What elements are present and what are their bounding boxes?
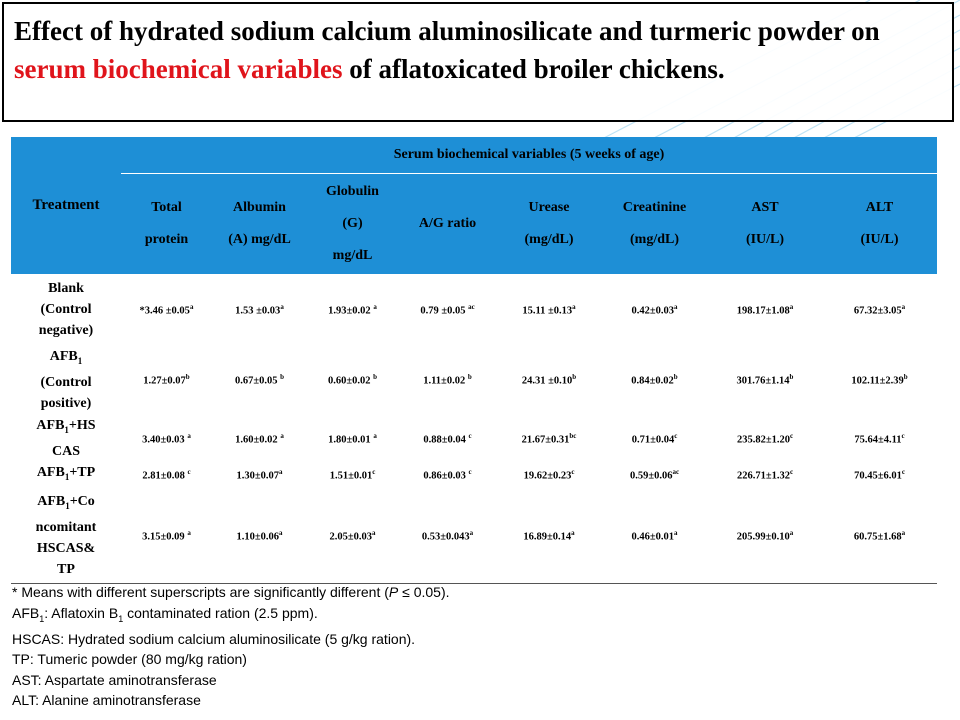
footnote-afb1: $AFB_1$: Aflatoxin $B_1$ contaminated ration (2.5 ppm). [12, 604, 318, 624]
value-cell: 1.93±0.02 $^a$ [328, 302, 377, 317]
value-cell: 1.27±0.07$^b$ [143, 373, 190, 387]
value-cell: 235.82±1.20$^c$ [736, 431, 794, 446]
value-cell: 1.80±0.01 $^a$ [328, 431, 377, 446]
value-cell: 2.05±0.03$^a$ [307, 488, 398, 584]
value-cell: 0.86±0.03 $^c$ [423, 467, 472, 482]
header-row-1 [11, 137, 937, 174]
treatment-label: $AFB_1+TP$ [36, 464, 96, 482]
column-header-2: Albumin (A) mg/dL [228, 200, 291, 247]
serum-biochemical-table [11, 137, 937, 584]
value-cell: 21.67±0.31$^{bc}$ [521, 431, 577, 446]
value-cell: 198.17±1.08$^a$ [736, 302, 794, 317]
table-row [11, 462, 937, 488]
header-row-2 [11, 174, 937, 275]
value-cell: 1.51±0.01$^c$ [329, 467, 376, 482]
page-title [14, 12, 944, 88]
value-cell: 0.71±0.04$^c$ [631, 431, 678, 446]
value-cell: 205.99±0.10$^a$ [708, 488, 822, 584]
value-cell: 1.60±0.02 $^a$ [235, 431, 284, 446]
column-header-8: ALT (IU/L) [860, 200, 899, 247]
footnote-tp: TP: Tumeric powder (80 mg/kg ration) [12, 651, 247, 668]
treatment-header: Treatment [32, 197, 100, 213]
table-row [11, 274, 937, 345]
column-header-1: Total protein [144, 200, 189, 247]
value-cell: 2.81±0.08 $^c$ [142, 467, 191, 482]
value-cell: 75.64±4.11$^c$ [854, 431, 905, 446]
value-cell: 1.53 ±0.03$^a$ [235, 302, 284, 317]
value-cell: 0.42±0.03$^a$ [631, 302, 678, 317]
column-header-5: Urease (mg/dL) [524, 200, 574, 247]
treatment-label: $AFB_1+HS$ CAS [36, 418, 96, 459]
value-cell: 0.46±0.01$^a$ [601, 488, 708, 584]
table-row [11, 488, 937, 584]
value-cell: 16.89±0.14$^a$ [497, 488, 601, 584]
footnotes [12, 582, 942, 711]
footnote-significance: * Means with different superscripts are significantly different (P ≤ 0.05). [12, 584, 450, 600]
column-header-3: Globulin (G) mg/dL [326, 184, 379, 263]
value-cell: 0.79 ±0.05 $^{ac}$ [420, 302, 475, 317]
value-cell: 70.45±6.01$^c$ [854, 467, 905, 482]
title-highlight: serum biochemical variables [14, 54, 343, 84]
value-cell: 3.15±0.09 $^a$ [121, 488, 212, 584]
column-header-6: Creatinine (mg/dL) [622, 200, 687, 247]
title-box [2, 2, 954, 122]
table-row [11, 345, 937, 415]
value-cell: 0.53±0.043$^a$ [398, 488, 497, 584]
value-cell: 301.76±1.14$^b$ [736, 373, 794, 387]
title-part-2: of aflatoxicated broiler chickens. [342, 54, 725, 84]
column-header-7: AST (IU/L) [745, 200, 785, 247]
value-cell: 1.10±0.06$^a$ [212, 488, 307, 584]
value-cell: 1.30±0.07$^a$ [236, 467, 283, 482]
table-body [11, 274, 937, 584]
value-cell: 0.84±0.02$^b$ [631, 373, 678, 387]
value-cell: 67.32±3.05$^a$ [853, 302, 906, 317]
title-part-1: Effect of hydrated sodium calcium aluminosilicate and turmeric powder on [14, 16, 880, 46]
value-cell: 0.59±0.06$^{ac}$ [629, 467, 680, 482]
treatment-label: Blank (Control negative) [38, 281, 94, 338]
value-cell: 0.60±0.02 $^b$ [327, 373, 378, 387]
value-cell: 0.88±0.04 $^c$ [423, 431, 472, 446]
value-cell: 60.75±1.68$^a$ [822, 488, 937, 584]
column-header-4: A/G ratio [418, 216, 477, 231]
value-cell: 24.31 ±0.10$^b$ [521, 373, 577, 387]
value-cell: 3.40±0.03 $^a$ [142, 431, 191, 446]
value-cell: 1.11±0.02 $^b$ [423, 373, 472, 387]
value-cell: 0.67±0.05 $^b$ [234, 373, 285, 387]
treatment-label: $AFB_1+Co$ ncomitant HSCAS& TP [11, 488, 121, 584]
value-cell: 102.11±2.39$^b$ [851, 373, 908, 387]
table-row [11, 415, 937, 462]
footnote-hscas: HSCAS: Hydrated sodium calcium aluminosilicate (5 g/kg ration). [12, 630, 416, 647]
value-cell: 15.11 ±0.13$^a$ [522, 302, 576, 317]
value-cell: 19.62±0.23$^c$ [523, 467, 575, 482]
span-header: Serum biochemical variables (5 weeks of age) [121, 137, 937, 174]
value-cell: *3.46 ±0.05$^a$ [139, 302, 194, 317]
value-cell: 226.71±1.32$^c$ [736, 467, 794, 482]
treatment-label: $AFB_1$ (Control positive) [40, 349, 92, 411]
footnote-alt: ALT: Alanine aminotransferase [12, 692, 201, 709]
footnote-ast: AST: Aspartate aminotransferase [12, 671, 217, 688]
